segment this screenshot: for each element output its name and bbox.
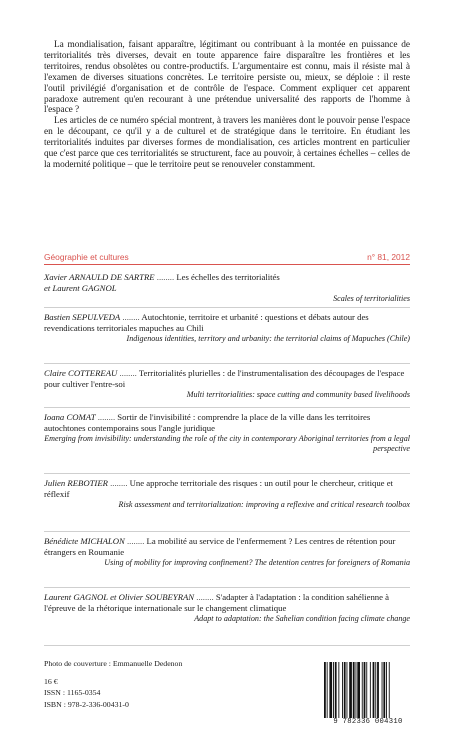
toc-entry [44,532,410,588]
barcode-bar [329,662,332,718]
toc-entry [44,408,410,474]
barcode-bar [382,662,383,718]
barcode-bar [383,662,385,718]
toc-entry [44,474,410,532]
article-author: Xavier ARNAULD DE SARTRE [44,272,155,282]
article-author: Ioana COMAT [44,412,96,422]
barcode-bar [344,662,346,718]
barcode-bar [338,662,339,718]
article-author: Bénédicte MICHALON [44,536,125,546]
article-title: Autochtonie, territoire et urbanité : questions et débats autour des revendications territoriales mapuches au Chili [44,312,369,333]
barcode-bar [335,662,337,718]
leader-dots: ........ [95,412,118,422]
article-title: Une approche territoriale des risques : un outil pour le chercheur, critique et réflexif [44,478,393,499]
article-subtitle: Using of mobility for improving confinement? The detention centres for foreigners of Romania [104,558,410,567]
barcode-bar [327,662,328,718]
toc-entry [44,588,410,646]
barcode-bar [357,662,360,718]
barcode-bar [324,662,326,718]
journal-name: Géographie et cultures [44,252,129,262]
barcode-bar [373,662,375,718]
intro-paragraph-2: Les articles de ce numéro spécial montrent, à travers les manières dont le pouvoir pense l'espace en le découpant, ce qu'il y a de culturel et de stratégique dans le territoire. En étudiant les territorialités induites par diverses formes de mondialisation, ces articles montrent en particulier que c'est parce que ces territorialités se structurent, face au pouvoir, à certaines échelles – celles de la modernité politique – que le territoire peut se renouveler constamment. [44,116,410,170]
price: 16 € [44,676,58,686]
article-subtitle: Emerging from invisibility: understanding the role of the city in contemporary Aboriginal territories from a legal perspective [44,434,410,453]
article-author: Julien REBOTIER [44,478,108,488]
barcode-bar [375,662,376,718]
article-title: S'adapter à l'adaptation : la condition sahélienne à l'épreuve de la rhétorique internationale sur le changement climatique [44,592,390,613]
article-subtitle: Scales of territorialities [333,294,410,303]
barcode-bar [333,662,334,718]
article-author: Bastien SEPULVEDA [44,312,121,322]
isbn: ISBN : 978-2-336-00431-0 [44,699,129,709]
article-subtitle: Indigenous identities, territory and urbanity: the territorial claims of Mapuches (Chile) [126,334,410,343]
barcode-digits: 9 782336 004310 [333,718,403,726]
issn: ISSN : 1165-0354 [44,688,101,697]
barcode-bar [353,662,355,718]
leader-dots: ........ [154,272,177,282]
toc-entry [44,308,410,364]
article-subtitle: Risk assessment and territorialization: improving a reflexive and critical research toolbox [118,500,410,509]
article-title: La mobilité au service de l'enfermement ? Les centres de rétention pour étrangers en Roumanie [44,536,396,557]
article-subtitle: Adapt to adaptation: the Sahelian condition facing climate change [194,614,410,623]
toc-entry [44,364,410,408]
barcode-bar [356,662,357,718]
article-subtitle: Multi territorialities: space cutting and community based livelihoods [186,390,410,399]
toc-entry [44,268,410,308]
barcode [322,662,414,718]
barcode-bar [366,662,367,718]
journal-header [44,252,410,265]
article-title: Les échelles des territorialités [176,272,280,282]
leader-dots: ........ [117,368,139,378]
table-of-contents [44,268,410,646]
barcode-bar [342,662,343,718]
barcode-bar [377,662,379,718]
barcode-bar [389,662,390,718]
leader-dots: ........ [107,478,130,488]
article-title: Territorialités plurielles : de l'instrumentalisation des découpages de l'espace pour cultiver l'entre-soi [44,368,405,389]
intro-text [44,40,410,171]
leader-dots: ........ [120,312,142,322]
article-title: Sortir de l'invisibilité : comprendre la place de la ville dans les territoires autochtones contemporains sous l'angle juridique [44,412,371,433]
barcode-bar [362,662,363,718]
barcode-bar [364,662,366,718]
article-author: Claire COTTEREAU [44,368,118,378]
barcode-bar [370,662,371,718]
issue-number: n° 81, 2012 [367,252,410,262]
article-coauthor: et Laurent GAGNOL [44,283,117,293]
barcode-bar [386,662,387,718]
leader-dots: ........ [124,536,147,546]
article-author: Laurent GAGNOL et Olivier SOUBEYRAN [44,592,195,602]
barcode-bar [349,662,352,718]
photo-credit: Photo de couverture : Emmanuelle Dedenon [44,659,183,668]
leader-dots: ........ [194,592,216,602]
intro-paragraph-1: La mondialisation, faisant apparaître, légitimant ou contribuant à la montée en puissance de territorialités très diverses, devait en toute apparence faire disparaître les frontières et les territoires, rendus obsolètes ou contre-productifs. L'argumentaire est connu, mais il résiste mal à l'examen de diverses situations concrètes. Le territoire persiste ou, mieux, se déploie : il reste l'outil privilégié d'organisation et de contrôle de l'espace. Comment expliquer cet apparent paradoxe autrement qu'en recourant à une prétendue universalité des rapports de l'homme à l'espace ? [44,40,410,116]
barcode-bar [347,662,348,718]
